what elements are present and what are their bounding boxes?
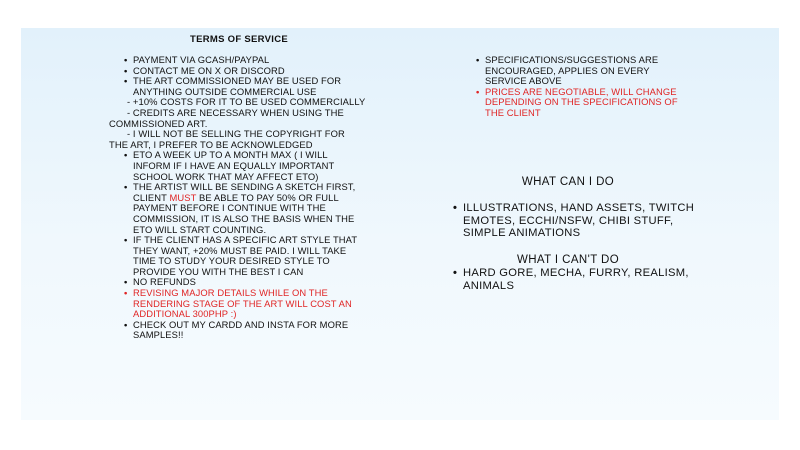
terms-item: • ETO A WEEK UP TO A MONTH MAX ( I WILL INFORM IF I HAVE AN EQUALLY IMPORTANT SCHOOL WORK THAT MAY AFFECT ETO) [121,150,366,182]
terms-item: • CONTACT ME ON X OR DISCORD [121,66,366,77]
terms-subitem: - +10% COSTS FOR IT TO BE USED COMMERCIALLY [127,96,366,108]
can-do-heading: WHAT CAN I DO [521,176,615,188]
can-do-list [451,202,711,240]
terms-item: • THE ART COMMISSIONED MAY BE USED FOR ANYTHING OUTSIDE COMMERCIAL USE [121,76,366,97]
cant-do-list [451,267,711,292]
terms-card [21,28,779,420]
terms-item: • IF THE CLIENT HAS A SPECIFIC ART STYLE THAT THEY WANT, +20% MUST BE PAID. I WILL TAKE TIME TO STUDY YOUR DESIRED STYLE TO PROVIDE YOU WITH THE BEST I CAN [121,235,366,277]
terms-item: • PAYMENT VIA GCASH/PAYPAL [121,55,366,66]
note-item: • SPECIFICATIONS/SUGGESTIONS ARE ENCOURAGED, APPLIES ON EVERY SERVICE ABOVE [473,55,683,87]
terms-item: • NO REFUNDS [121,277,366,288]
terms-subitem: - CREDITS ARE NECESSARY WHEN USING THE COMMISSIONED ART. [109,106,344,129]
terms-title: TERMS OF SERVICE [189,34,289,45]
terms-subitem: - I WILL NOT BE SELLING THE COPYRIGHT FOR THE ART, I PREFER TO BE ACKNOWLEDGED [109,128,345,150]
must-highlight: MUST [169,191,197,203]
note-item-pricing: • PRICES ARE NEGOTIABLE, WILL CHANGE DEPENDING ON THE SPECIFICATIONS OF THE CLIENT [473,87,683,119]
notes-list [473,55,683,119]
terms-item-warning: • REVISING MAJOR DETAILS WHILE ON THE RENDERING STAGE OF THE ART WILL COST AN ADDITIONAL 300PHP :) [121,288,366,320]
cant-do-item: • HARD GORE, MECHA, FURRY, REALISM, ANIMALS [451,267,711,292]
terms-item: • THE ARTIST WILL BE SENDING A SKETCH FIRST, CLIENT MUST BE ABLE TO PAY 50% OR FULL PAYMENT BEFORE I CONTINUE WITH THE COMMISSION, IT IS ALSO THE BASIS WHEN THE ETO WILL START COUNTING. [121,182,366,235]
cant-do-heading: WHAT I CAN'T DO [516,254,620,266]
terms-item: • CHECK OUT MY CARDD AND INSTA FOR MORE SAMPLES!! [121,320,366,341]
can-do-item: • ILLUSTRATIONS, HAND ASSETS, TWITCH EMOTES, ECCHI/NSFW, CHIBI STUFF, SIMPLE ANIMATIONS [451,202,711,240]
terms-list [109,54,366,341]
